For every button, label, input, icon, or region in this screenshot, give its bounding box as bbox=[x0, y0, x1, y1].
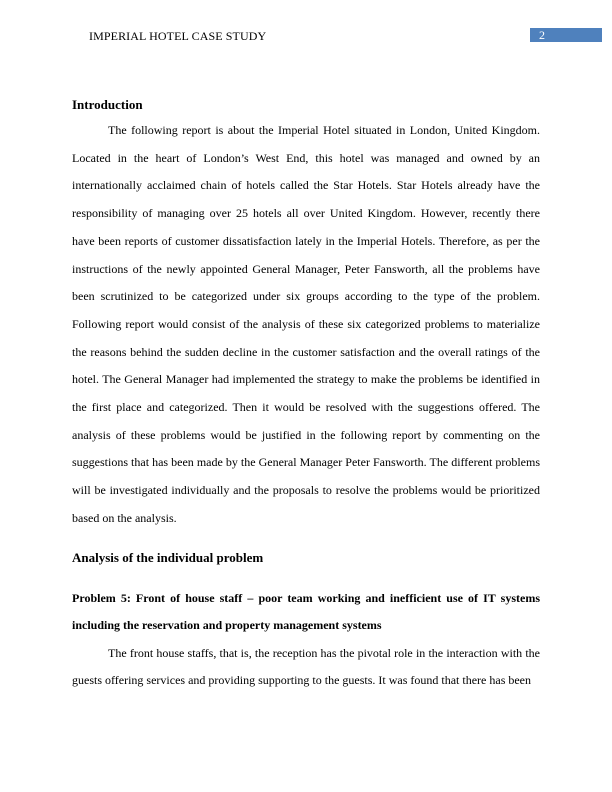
document-body bbox=[72, 92, 540, 695]
page-number-badge bbox=[530, 28, 602, 42]
introduction-heading: Introduction bbox=[72, 97, 143, 112]
introduction-paragraph: The following report is about the Imperial Hotel situated in London, United Kingdom. Located in the heart of London’s West End, this hotel was managed and owned by an internationally acclaimed chain of hotels called the Star Hotels. Star Hotels already have the responsibility of managing over 25 hotels all over United Kingdom. However, recently there have been reports of customer dissatisfaction lately in the Imperial Hotels. Therefore, as per the instructions of the newly appointed General Manager, Peter Fansworth, all the problems have been scrutinized to be categorized under six groups according to the type of the problem. Following report would consist of the analysis of these six categorized problems to materialize the reasons behind the sudden decline in the customer satisfaction and the overall ratings of the hotel. The General Manager had implemented the strategy to make the problems be identified in the first place and categorized. Then it would be resolved with the suggestions offered. The analysis of these problems would be justified in the following report by commenting on the suggestions that has been made by the General Manager Peter Fansworth. The different problems will be investigated individually and the proposals to resolve the problems would be prioritized based on the analysis. bbox=[72, 123, 540, 525]
analysis-heading: Analysis of the individual problem bbox=[72, 549, 264, 565]
problem-5-heading: Problem 5: Front of house staff – poor team working and inefficient use of IT systems including the reservation and property management systems bbox=[72, 590, 540, 633]
problem-5-paragraph: The front house staffs, that is, the reception has the pivotal role in the interaction with the guests offering services and providing supporting to the guests. It was found that there has been bbox=[72, 645, 540, 688]
page-number: 2 bbox=[539, 28, 545, 42]
running-header-title: IMPERIAL HOTEL CASE STUDY bbox=[89, 29, 267, 43]
